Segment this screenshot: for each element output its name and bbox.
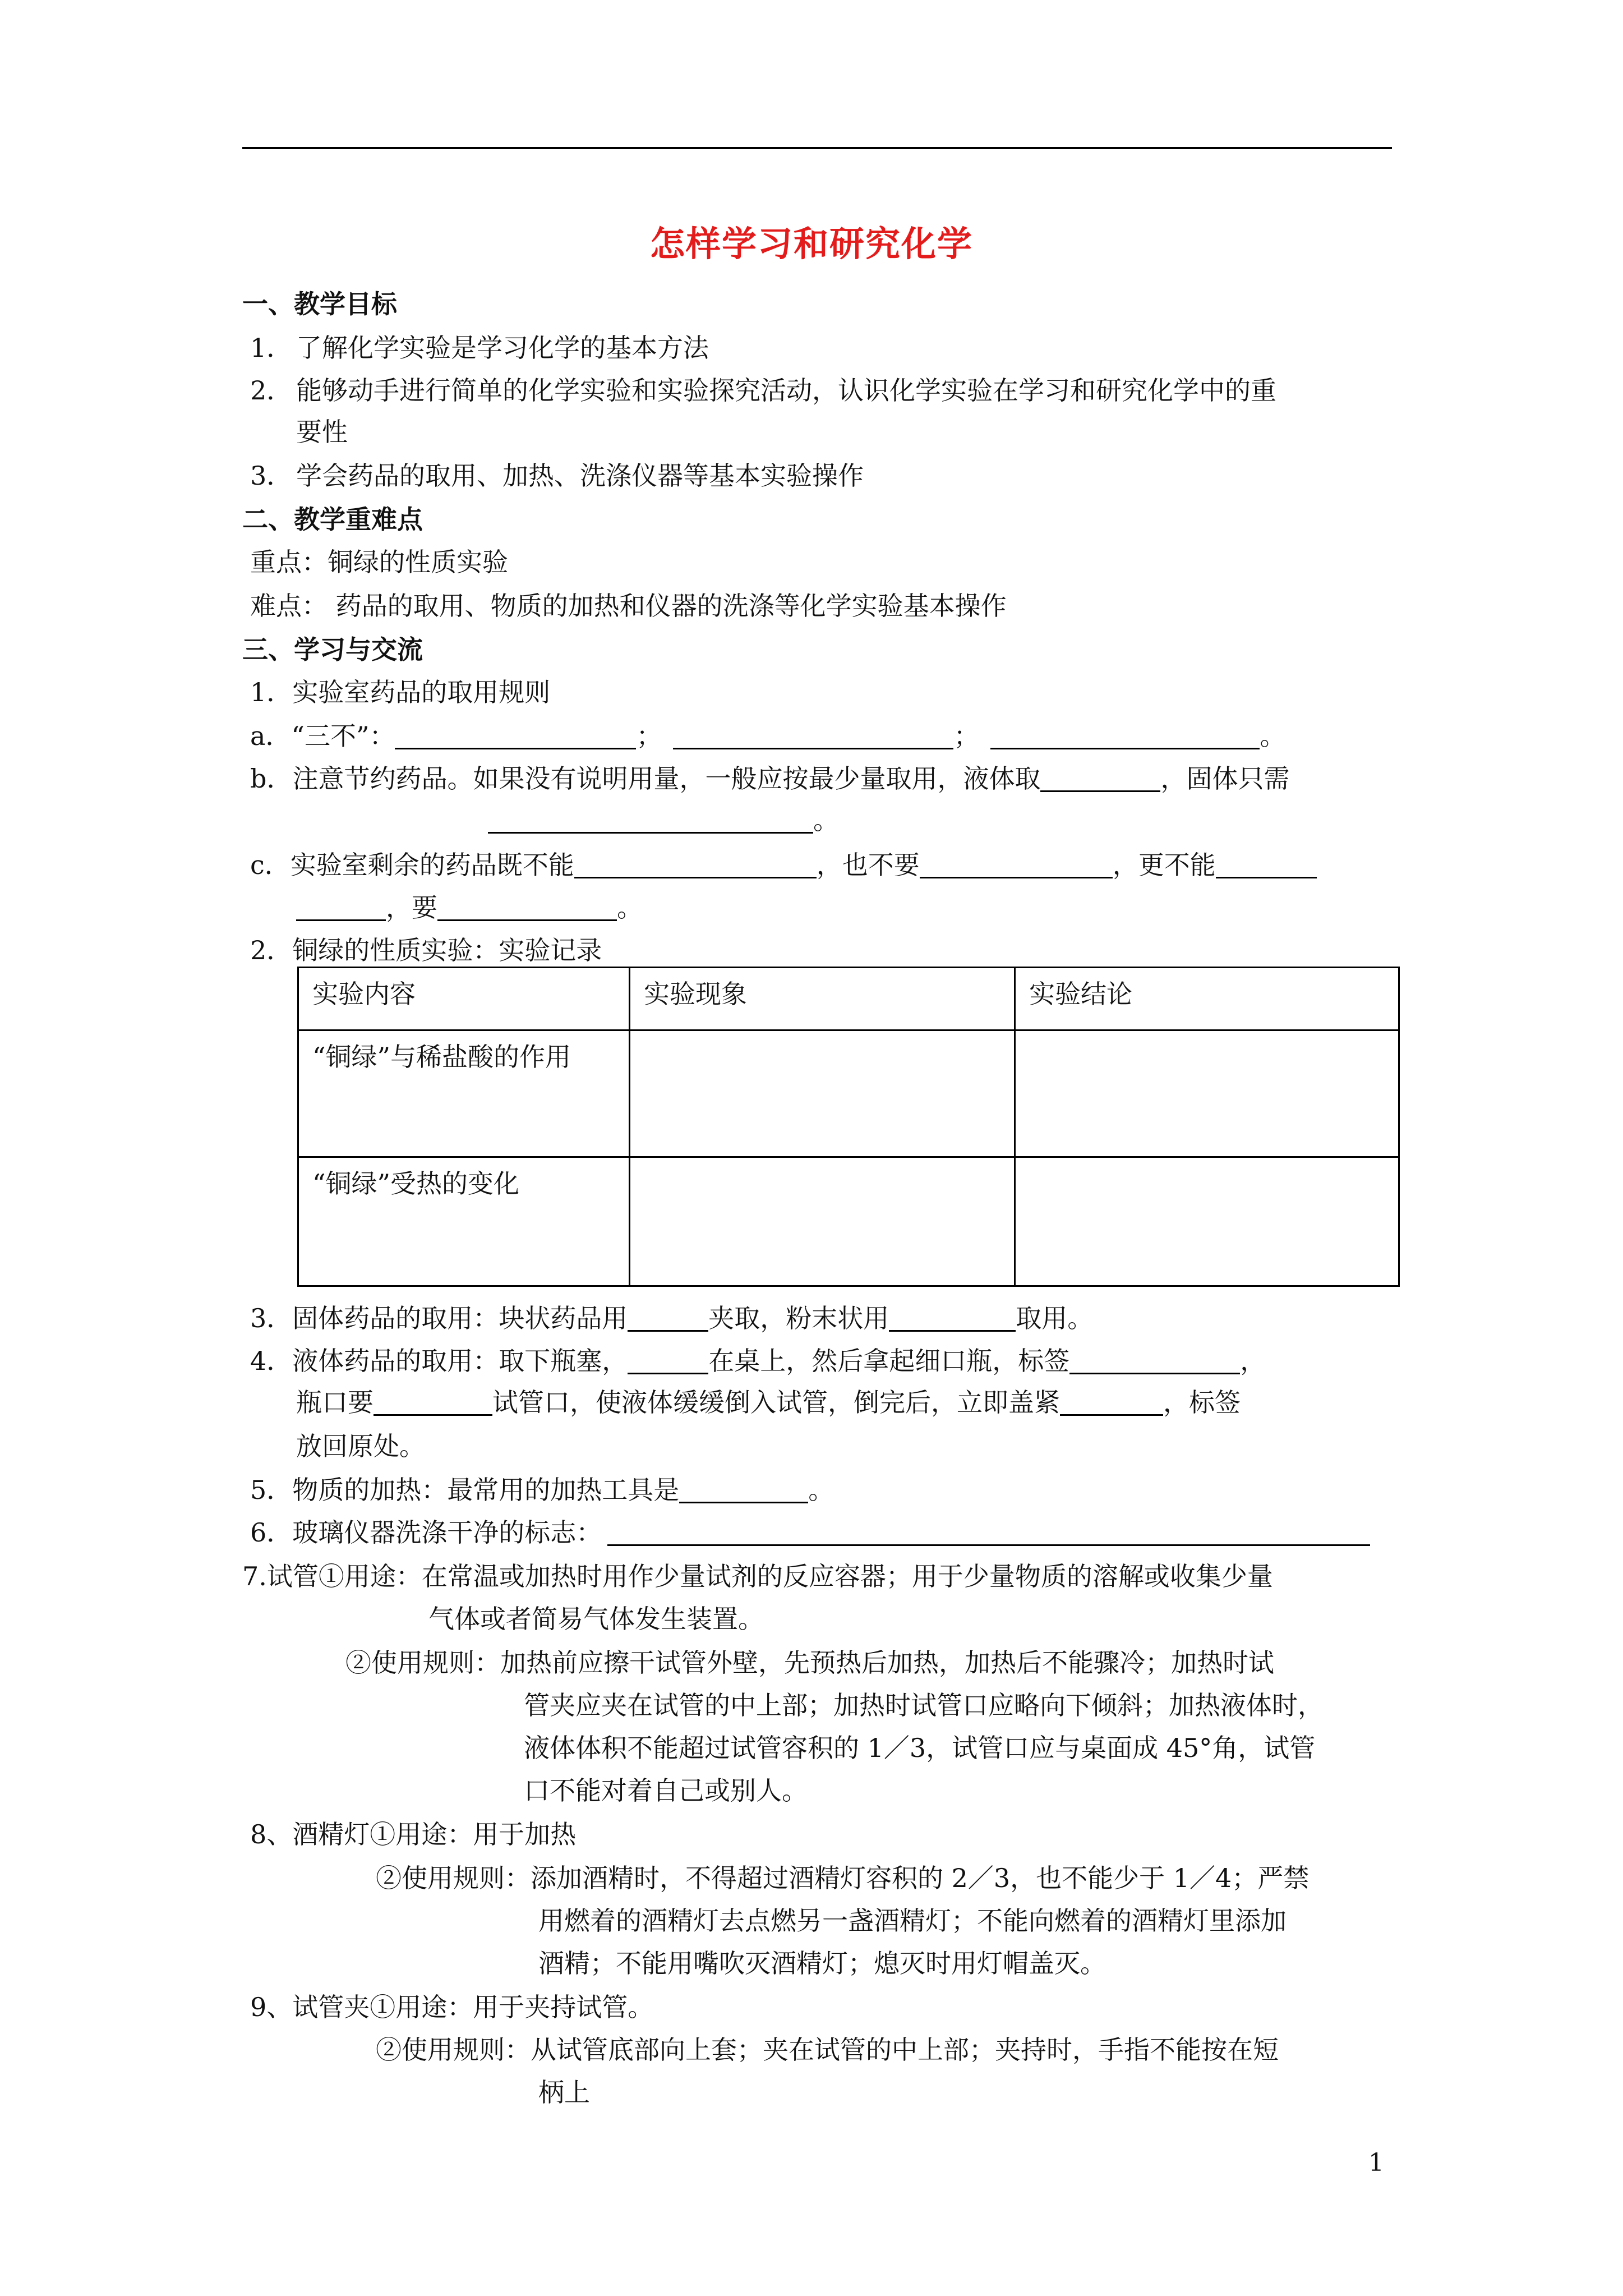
item-4-text: 4．液体药品的取用：取下瓶塞，	[250, 1346, 628, 1376]
item-3-mid: 夹取，粉末状用	[708, 1303, 889, 1333]
item-7-line2: 气体或者简易气体发生装置。	[428, 1604, 764, 1634]
header-rule	[242, 147, 1392, 149]
fill-blank[interactable]	[488, 806, 813, 834]
item-c-mid1: ，也不要	[816, 850, 920, 880]
objective-text: 了解化学实验是学习化学的基本方法	[296, 333, 709, 363]
table-cell-phenomenon[interactable]	[630, 1030, 1015, 1157]
document-title: 怎样学习和研究化学	[649, 223, 973, 264]
item-7-line4: 管夹应夹在试管的中上部；加热时试管口应略向下倾斜；加热液体时，	[524, 1690, 1324, 1720]
table-header-cell: 实验现象	[630, 968, 1015, 1030]
item-8-line3: 用燃着的酒精灯去点燃另一盏酒精灯；不能向燃着的酒精灯里添加	[538, 1906, 1287, 1936]
item-c-leftover	[250, 848, 1317, 882]
section-heading-objectives: 一、教学目标	[242, 289, 397, 319]
experiment-record-table	[297, 967, 1400, 1287]
fill-blank[interactable]	[889, 1304, 1016, 1332]
end-mark: 。	[617, 892, 643, 923]
fill-blank[interactable]	[607, 1519, 1370, 1546]
item-8-line1: 8、酒精灯①用途：用于加热	[250, 1819, 577, 1849]
fill-blank[interactable]	[574, 851, 817, 878]
separator: ；	[953, 721, 980, 751]
objective-3	[250, 459, 864, 493]
table-cell-content: “铜绿”受热的变化	[298, 1157, 630, 1286]
item-a-prefix: a．“三不”：	[250, 721, 395, 751]
fill-blank[interactable]	[679, 1476, 808, 1503]
end-mark: 。	[808, 1475, 834, 1505]
item-3-text: 3．固体药品的取用：块状药品用	[250, 1303, 628, 1333]
table-cell-content: “铜绿”与稀盐酸的作用	[298, 1030, 630, 1157]
table-row	[298, 1030, 1399, 1157]
item-1-rules: 1．实验室药品的取用规则	[250, 677, 551, 707]
item-4-line2	[296, 1386, 1241, 1419]
item-9-line1: 9、试管夹①用途：用于夹持试管。	[250, 1992, 654, 2022]
objective-2	[250, 374, 1276, 407]
item-8-line4: 酒精；不能用嘴吹灭酒精灯；熄灭时用灯帽盖灭。	[538, 1948, 1106, 1978]
item-7-line6: 口不能对着自己或别人。	[524, 1775, 808, 1806]
fill-blank[interactable]	[1216, 851, 1317, 878]
fill-blank[interactable]	[374, 1388, 492, 1416]
fill-blank[interactable]	[296, 894, 386, 921]
item-3-end: 取用。	[1016, 1303, 1094, 1333]
item-b-mid: ，固体只需	[1160, 763, 1290, 794]
item-7-line1: 7.试管①用途：在常温或加热时用作少量试剂的反应容器；用于少量物质的溶解或收集少量	[242, 1561, 1273, 1591]
item-6-text: 6．玻璃仪器洗涤干净的标志：	[250, 1517, 602, 1548]
item-2-copper-green: 2．铜绿的性质实验：实验记录	[250, 935, 602, 965]
page-number: 1	[1368, 2148, 1384, 2177]
table-cell-phenomenon[interactable]	[630, 1157, 1015, 1286]
item-c-mid2: ，更不能	[1112, 850, 1216, 880]
item-9-line2: ②使用规则：从试管底部向上套；夹在试管的中上部；夹持时，手指不能按在短	[376, 2035, 1279, 2065]
item-4-line3: 放回原处。	[296, 1431, 425, 1461]
section-heading-keypoints: 二、教学重难点	[242, 504, 423, 535]
item-4-line2b: 试管口，使液体缓缓倒入试管，倒完后，立即盖紧	[492, 1387, 1060, 1418]
fill-blank[interactable]	[920, 851, 1113, 878]
item-b-save	[250, 762, 1289, 795]
table-row	[298, 1157, 1399, 1286]
table-header-row	[298, 968, 1399, 1030]
table-header-cell: 实验结论	[1015, 968, 1399, 1030]
item-b-line2	[488, 803, 839, 837]
fill-blank[interactable]	[395, 722, 636, 749]
item-4-mid1: 在桌上，然后拿起细口瓶，标签	[708, 1346, 1070, 1376]
fill-blank[interactable]	[673, 722, 953, 749]
fill-blank[interactable]	[1040, 765, 1160, 792]
fill-blank[interactable]	[1069, 1347, 1240, 1374]
fill-blank[interactable]	[628, 1304, 708, 1332]
fill-blank[interactable]	[437, 894, 617, 921]
objective-number: 1．	[250, 333, 293, 363]
item-a-three-nots	[250, 719, 1285, 753]
item-9-line3: 柄上	[538, 2077, 590, 2108]
objective-1	[250, 331, 709, 365]
objective-number: 3．	[250, 461, 293, 491]
key-point: 重点：铜绿的性质实验	[250, 547, 508, 577]
item-4-end1: ，	[1240, 1346, 1266, 1376]
separator: ；	[636, 721, 662, 751]
table-header-cell: 实验内容	[298, 968, 630, 1030]
difficult-point: 难点： 药品的取用、物质的加热和仪器的洗涤等化学实验基本操作	[250, 591, 1007, 621]
fill-blank[interactable]	[990, 722, 1260, 749]
item-5-text: 5．物质的加热：最常用的加热工具是	[250, 1475, 680, 1505]
item-8-line2: ②使用规则：添加酒精时，不得超过酒精灯容积的 2／3，也不能少于 1／4；严禁	[376, 1863, 1310, 1893]
item-4-liquid	[250, 1344, 1266, 1378]
objective-2-continued: 要性	[296, 417, 348, 447]
item-c-mid3: ，要	[386, 892, 437, 923]
fill-blank[interactable]	[628, 1347, 708, 1374]
item-7-line5: 液体体积不能超过试管容积的 1／3，试管口应与桌面成 45°角，试管	[524, 1733, 1316, 1763]
section-heading-learning: 三、学习与交流	[242, 634, 423, 665]
item-4-line2a: 瓶口要	[296, 1387, 374, 1418]
item-5-heating	[250, 1473, 834, 1507]
end-mark: 。	[1260, 721, 1286, 751]
item-c-line2	[296, 891, 643, 924]
item-6-clean	[250, 1516, 1370, 1549]
objective-text: 学会药品的取用、加热、洗涤仪器等基本实验操作	[296, 461, 864, 491]
table-cell-conclusion[interactable]	[1015, 1157, 1399, 1286]
objective-text: 能够动手进行简单的化学实验和实验探究活动，认识化学实验在学习和研究化学中的重	[296, 375, 1276, 406]
objective-number: 2．	[250, 375, 293, 406]
item-4-end2: ，标签	[1163, 1387, 1241, 1418]
fill-blank[interactable]	[1060, 1388, 1163, 1416]
item-7-line3: ②使用规则：加热前应擦干试管外壁，先预热后加热，加热后不能骤冷；加热时试	[345, 1648, 1274, 1678]
item-c-text: c．实验室剩余的药品既不能	[250, 850, 574, 880]
end-mark: 。	[813, 805, 839, 835]
item-3-solid	[250, 1301, 1093, 1335]
table-cell-conclusion[interactable]	[1015, 1030, 1399, 1157]
item-b-text: b．注意节约药品。如果没有说明用量，一般应按最少量取用，液体取	[250, 763, 1041, 794]
